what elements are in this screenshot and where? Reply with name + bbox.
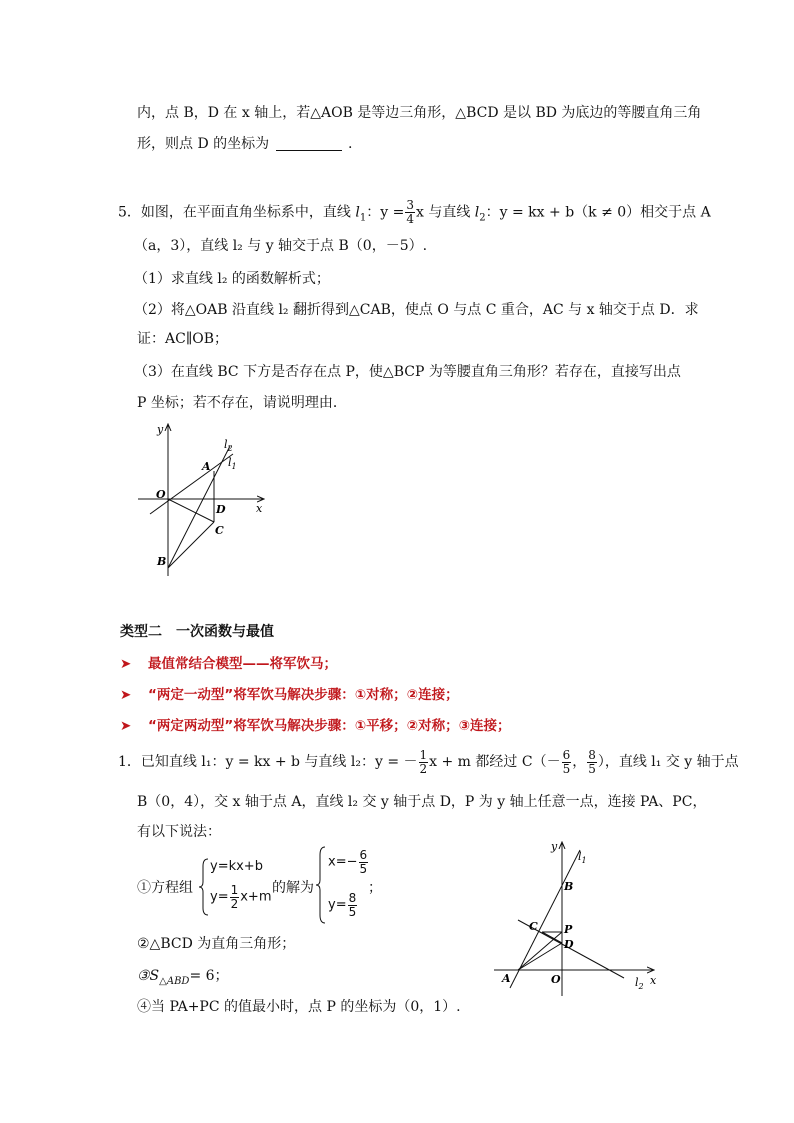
solution-x: x=− $\frac{6}{5}$ [328,848,368,876]
q1-fraction-8-5 [587,749,597,776]
eq2-suffix: x+m [240,889,272,905]
fig1-segment-BC [168,522,214,568]
arrow-bullet-icon: ➤ [120,656,132,672]
fig2-label-A: A [502,972,511,985]
q1-line-1 [118,748,739,776]
p5-question-1: （1）求直线 l₂ 的函数解析式； [134,271,330,287]
p5-text-a: 如图，在平面直角坐标系中，直线 [140,204,351,221]
frac-den: 5 [562,761,571,776]
p5-l2-name: l [474,204,480,221]
p5-fraction-3-4 [405,199,415,226]
solution-y [328,892,358,919]
bullet-text: “两定一动型”将军饮马解决步骤：①对称；②连接； [148,687,459,703]
p5-question-3b: P 坐标；若不存在，请说明理由． [137,395,347,411]
sol-y-fraction [348,892,358,919]
eq2-fraction [230,884,240,911]
p5-text-c: ：y = kx + b（k ≠ 0）相交于点 A [485,204,711,221]
frac-num: 1 [230,883,239,897]
q1-line-2: B（0，4），交 x 轴于点 A，直线 l₂ 交 y 轴于点 D，P 为 y 轴上任意一点，连接 PA、PC， [137,794,707,810]
bullet-text: “两定两动型”将军饮马解决步骤：①平移；②对称；③连接； [148,718,511,734]
fig1-l2-sub: 2 [227,444,233,453]
fig2-label-l2 [635,976,644,991]
section-title: 类型二 一次函数与最值 [120,624,274,640]
fig1-label-x: x [256,502,263,515]
p5-l1-name: l [355,204,360,221]
fig1-label-y: y [157,423,164,436]
eq2-prefix: y= [210,889,229,905]
frac-den: 2 [419,761,428,776]
fig1-label-C: C [215,524,224,537]
p5-question-2b: 证：AC∥OB； [137,331,229,347]
q1-text-a: 已知直线 l₁：y = kx + b 与直线 l₂：y = － [140,754,418,770]
fig1-label-B: B [157,555,167,568]
p4-line-2-text: 形，则点 D 的坐标为 [137,136,270,152]
sol-y-prefix: y= [328,897,347,913]
q1-text-b: x + m 都经过 C（－ [429,754,561,770]
fig2-l2-letter: l [635,976,639,989]
p4-line-2 [137,134,352,154]
q1-statement-1-end: ； [368,880,382,896]
p5-question-3a: （3）在直线 BC 下方是否存在点 P，使△BCP 为等腰直角三角形？若存在，直接写出点 [134,364,681,380]
fig1-l1-sub: 1 [231,462,237,471]
fig1-label-O: O [156,488,166,501]
fig2-l1-letter: l [578,850,582,863]
p5-line-2: （a，3），直线 l₂ 与 y 轴交于点 B（0，－5）. [134,238,428,254]
p5-l1-eq: ：y = [366,204,405,221]
frac-den: 4 [406,212,414,226]
system-equation-1: y=kx+b [210,859,263,874]
q1-statement-4: ④当 PA+PC 的值最小时，点 P 的坐标为（0，1）. [137,999,461,1015]
frac-num: 8 [588,747,596,762]
p5-line-1 [118,199,711,231]
fig2-label-C: C [529,920,538,933]
fig1-segment-OC [168,499,214,522]
q1-line-3: 有以下说法： [137,824,221,840]
fig2-label-O: O [551,973,561,986]
fig2-label-P: P [564,923,573,936]
frac-num: 8 [348,891,357,905]
system-left-brace [199,858,209,916]
s3-sub: △ABD [159,975,190,987]
fig1-label-l1 [228,456,237,471]
answer-blank [276,136,342,151]
p5-text-b: x 与直线 [415,204,471,221]
frac-den: 5 [588,761,596,776]
solution-left-brace [316,846,326,924]
q1-statement-1-prefix: ①方程组 [137,880,193,896]
fig1-label-l2 [224,438,233,453]
fig2-label-x: x [650,974,657,987]
section-bullet-3 [120,716,511,736]
frac-num: 3 [406,198,414,212]
q1-text-c: ），直线 l₁ 交 y 轴于点 [597,754,739,770]
frac-den: 5 [359,862,368,876]
p4-line-2-end: . [348,136,353,152]
fig1-l2-letter: l [224,438,228,451]
q1-fraction-1-2 [419,749,429,776]
p5-question-2a: （2）将△OAB 沿直线 l₂ 翻折得到△CAB，使点 O 与点 C 重合，AC 与 x 轴交于点 D．求 [134,302,699,318]
q1-comma: ， [572,754,587,770]
s3-suffix: = 6； [189,968,229,984]
fig2-l1-sub: 1 [581,856,587,865]
sol-x-fraction [359,849,369,876]
frac-num: 6 [562,747,571,762]
section-bullet-1 [120,654,337,674]
arrow-bullet-icon: ➤ [120,718,132,734]
figure-2 [494,838,664,1000]
q1-statement-1-mid: 的解为 [272,880,314,896]
fig1-l1-letter: l [228,456,232,469]
fig2-segment-CD [542,932,562,943]
section-bullet-2 [120,685,459,705]
fig1-label-A: A [202,460,211,473]
frac-den: 5 [348,905,357,919]
p4-line-1: 内，点 B，D 在 x 轴上，若△AOB 是等边三角形，△BCD 是以 BD 为底边的等腰直角三角 [137,105,702,121]
fig2-label-B: B [564,880,574,893]
fig2-l2-sub: 2 [638,982,644,991]
p5-number: 5． [118,204,141,221]
q1-number: 1． [118,754,141,770]
system-equation-2 [210,884,271,911]
sol-x-prefix: x= [328,854,347,870]
arrow-bullet-icon: ➤ [120,687,132,703]
frac-num: 1 [419,747,428,762]
s3-prefix: ③S [137,968,160,984]
fig2-label-l1 [578,850,587,865]
frac-num: 6 [359,848,368,862]
p5-l2-sub: 2 [479,212,486,224]
p5-l1-sub: 1 [359,212,367,224]
fig2-segment-PA [518,932,562,970]
fig2-label-y: y [551,840,558,853]
frac-den: 2 [230,897,239,911]
bullet-text: 最值常结合模型——将军饮马； [148,656,337,672]
fig2-label-D: D [564,938,574,951]
figure-1 [138,418,278,583]
q1-fraction-6-5 [562,749,572,776]
q1-statement-2: ②△BCD 为直角三角形； [137,936,296,952]
q1-statement-3 [137,966,229,992]
fig1-label-D: D [216,503,226,516]
fig2-segment-AD [518,943,562,970]
